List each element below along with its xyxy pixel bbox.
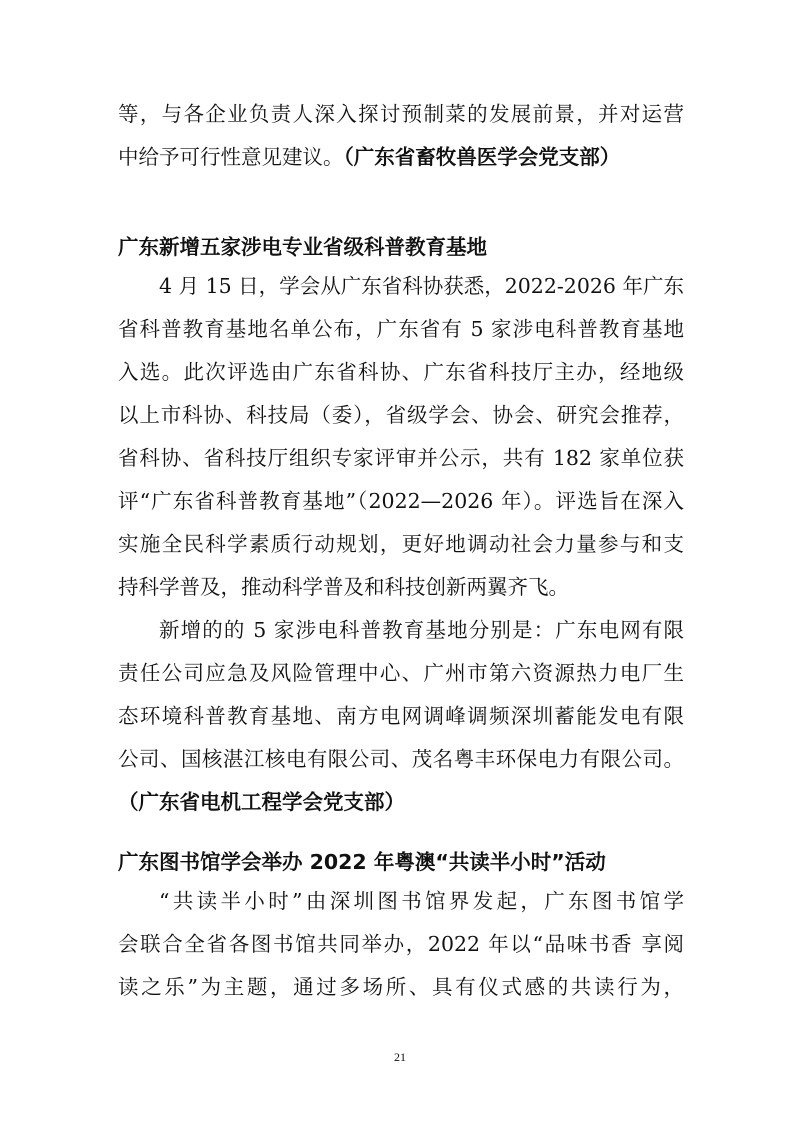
text-line: 公司、国核湛江核电有限公司、茂名粤丰环保电力有限公司。 [118,747,684,771]
text-line-segment: 中给予可行性意见建议。 [118,145,344,169]
text-line: 省科协、省科技厅组织专家评审并公示，共有 182 家单位获 [118,446,684,470]
text-line: 实施全民科学素质行动规划，更好地调动社会力量参与和支 [118,532,684,556]
text-line: 4 月 15 日，学会从广东省科协获悉，2022-2026 年广东 [159,274,684,298]
text-line: 读之乐”为主题，通过多场所、具有仪式感的共读行为， [118,975,684,999]
intro-paragraph [118,93,684,179]
source-attribution: （广东省畜牧兽医学会党支部） [343,145,621,169]
text-line: 态环境科普教育基地、南方电网调峰调频深圳蓄能发电有限 [118,704,684,728]
text-line: 等，与各企业负责人深入探讨预制菜的发展前景，并对运营 [118,102,684,126]
article-title: 广东新增五家涉电专业省级科普教育基地 [118,235,487,259]
text-line: 新增的的 5 家涉电科普教育基地分别是：广东电网有限 [159,618,684,642]
text-line: 省科普教育基地名单公布，广东省有 5 家涉电科普教育基地 [118,317,684,341]
source-attribution: （广东省电机工程学会党支部） [118,790,405,814]
article-paragraph [118,609,684,824]
text-line: 会联合全省各图书馆共同举办，2022 年以“品味书香 享阅 [118,932,684,956]
article-title: 广东图书馆学会举办 2022 年粤澳“共读半小时”活动 [118,850,606,874]
text-line: 入选。此次评选由广东省科协、广东省科技厅主办，经地级 [118,360,684,384]
text-line [118,136,684,179]
article-paragraph [118,880,684,1009]
article-paragraph [118,265,684,609]
text-line: 责任公司应急及风险管理中心、广州市第六资源热力电厂生 [118,661,684,685]
page-number: 21 [394,1050,406,1064]
text-line: 评“广东省科普教育基地”（2022—2026 年）。评选旨在深入 [118,489,684,513]
text-line: “共读半小时”由深圳图书馆界发起，广东图书馆学 [159,889,684,913]
text-line: 以上市科协、科技局（委），省级学会、协会、研究会推荐， [118,403,684,427]
text-line: 持科学普及，推动科学普及和科技创新两翼齐飞。 [118,575,569,599]
